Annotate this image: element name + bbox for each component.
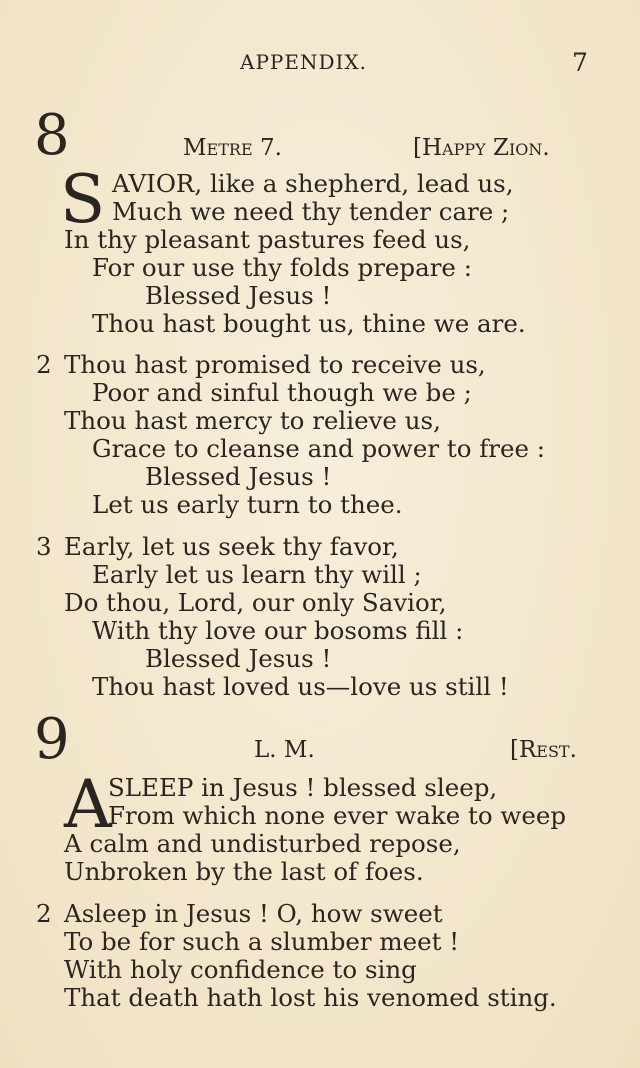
hymn-8-s2-line-2: Poor and sinful though we be ;: [92, 378, 472, 407]
hymn-8-s3-line-4: With thy love our bosoms fill :: [92, 616, 464, 645]
page-number: 7: [572, 48, 588, 77]
hymn-8-s2-line-4: Grace to cleanse and power to free :: [92, 434, 546, 463]
hymn-8-s2-line-6: Let us early turn to thee.: [92, 490, 403, 519]
hymn-8-s1-line-2: Much we need thy tender care ;: [112, 197, 510, 226]
hymn-8-s3-line-2: Early let us learn thy will ;: [92, 560, 422, 589]
hymn-9-dropcap: A: [64, 766, 112, 843]
hymn-8-s1-line-5: Blessed Jesus !: [145, 281, 332, 310]
hymn-9-s2-number: 2: [36, 899, 52, 928]
hymn-8-metre: Metre 7.: [183, 135, 282, 161]
hymn-8-number: 8: [34, 103, 70, 168]
hymn-8-s3-line-6: Thou hast loved us—love us still !: [92, 672, 509, 701]
hymn-8-s3-line-5: Blessed Jesus !: [145, 644, 332, 673]
hymn-8-s1-line-4: For our use thy folds prepare :: [92, 253, 472, 282]
running-head: [0, 50, 640, 80]
hymn-9-s1-line-1: SLEEP in Jesus ! blessed sleep,: [108, 773, 498, 802]
hymn-8-s2-line-3: Thou hast mercy to relieve us,: [64, 406, 441, 435]
hymn-9-metre: L. M.: [254, 737, 315, 763]
hymn-9-s2-line-3: With holy confidence to sing: [64, 955, 417, 984]
hymn-9-s1-line-3: A calm and undisturbed repose,: [64, 829, 461, 858]
hymn-8-s3-line-3: Do thou, Lord, our only Savior,: [64, 588, 447, 617]
hymn-9-s2-line-4: That death hath lost his venomed sting.: [64, 983, 557, 1012]
hymn-9-s2-line-2: To be for such a slumber meet !: [64, 927, 460, 956]
hymn-9-tune: [Rest.: [510, 737, 577, 763]
hymn-9-s2-line-1: Asleep in Jesus ! O, how sweet: [64, 899, 443, 928]
hymn-9-header: [0, 707, 640, 772]
hymn-8-tune: [Happy Zion.: [413, 135, 550, 161]
hymn-8-s1-line-6: Thou hast bought us, thine we are.: [92, 309, 526, 338]
hymn-8-s3-number: 3: [36, 532, 52, 561]
hymn-8-s3-line-1: Early, let us seek thy favor,: [64, 532, 399, 561]
hymn-8-header: [0, 103, 640, 168]
hymn-9-s1-line-2: From which none ever wake to weep: [108, 801, 567, 830]
hymn-8-s2-number: 2: [36, 350, 52, 379]
hymn-9-number: 9: [34, 707, 70, 772]
hymn-9-s1-line-4: Unbroken by the last of foes.: [64, 857, 424, 886]
hymn-8-s2-line-5: Blessed Jesus !: [145, 462, 332, 491]
hymn-8-s1-line-1: AVIOR, like a shepherd, lead us,: [112, 169, 514, 198]
running-title: APPENDIX.: [240, 50, 367, 74]
hymn-8-dropcap: S: [60, 161, 106, 238]
hymn-8-s1-line-3: In thy pleasant pastures feed us,: [64, 225, 471, 254]
hymn-8-s2-line-1: Thou hast promised to receive us,: [64, 350, 486, 379]
